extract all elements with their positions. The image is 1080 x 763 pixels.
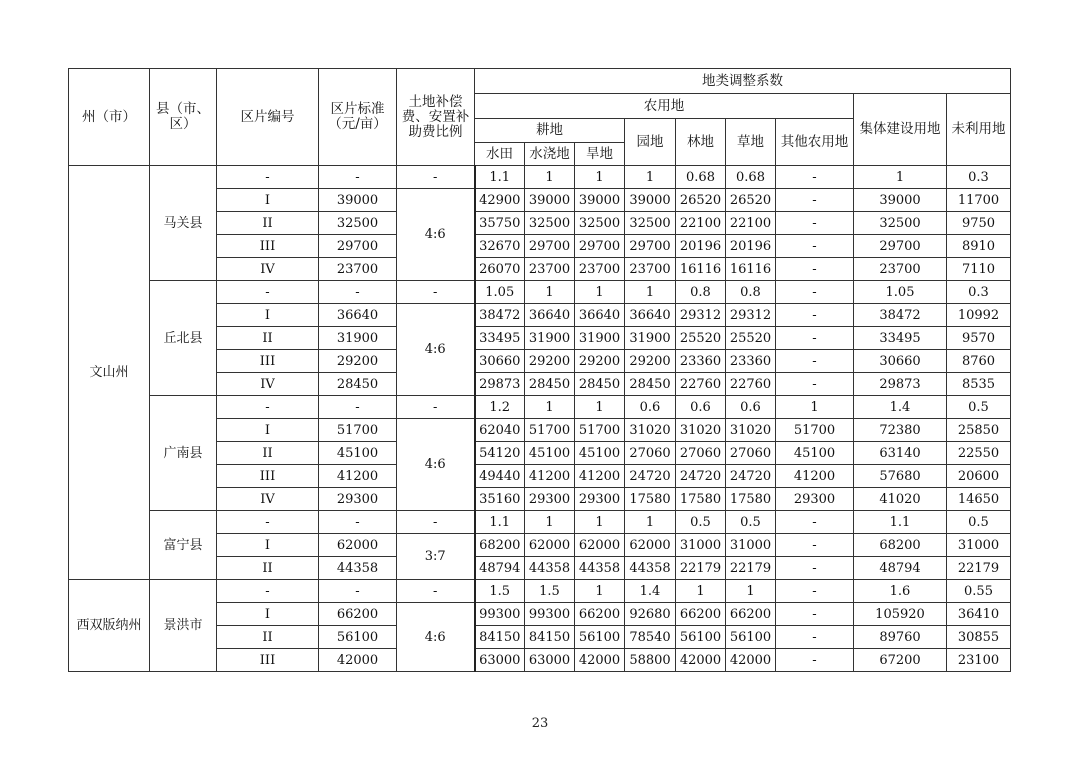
zone-number-cell: - (217, 396, 319, 419)
paddy-value-cell: 68200 (475, 534, 525, 557)
other-agri-value-cell: - (776, 258, 854, 281)
dry-value-cell: 23700 (575, 258, 625, 281)
compensation-ratio-cell: - (397, 281, 475, 304)
garden-value-cell: 1.4 (625, 580, 676, 603)
zone-standard-cell: - (319, 166, 397, 189)
zone-standard-cell: 29200 (319, 350, 397, 373)
zone-number-cell: - (217, 166, 319, 189)
collective-value-cell: 63140 (854, 442, 947, 465)
forest-value-cell: 22100 (676, 212, 726, 235)
forest-value-cell: 0.5 (676, 511, 726, 534)
zone-standard-cell: 36640 (319, 304, 397, 327)
other-agri-value-cell: - (776, 350, 854, 373)
forest-value-cell: 42000 (676, 649, 726, 672)
irrigated-value-cell: 1.5 (525, 580, 575, 603)
paddy-value-cell: 49440 (475, 465, 525, 488)
irrigated-value-cell: 29200 (525, 350, 575, 373)
header-grass-land: 草地 (726, 119, 776, 166)
forest-value-cell: 31020 (676, 419, 726, 442)
grass-value-cell: 31020 (726, 419, 776, 442)
compensation-ratio-cell: - (397, 580, 475, 603)
dry-value-cell: 28450 (575, 373, 625, 396)
forest-value-cell: 24720 (676, 465, 726, 488)
paddy-value-cell: 84150 (475, 626, 525, 649)
table-row (69, 166, 1011, 189)
garden-value-cell: 62000 (625, 534, 676, 557)
forest-value-cell: 26520 (676, 189, 726, 212)
irrigated-value-cell: 51700 (525, 419, 575, 442)
collective-value-cell: 33495 (854, 327, 947, 350)
compensation-ratio-cell: - (397, 166, 475, 189)
state-name-cell: 西双版纳州 (69, 580, 150, 672)
collective-value-cell: 1 (854, 166, 947, 189)
zone-number-cell: II (217, 557, 319, 580)
grass-value-cell: 0.8 (726, 281, 776, 304)
other-agri-value-cell: - (776, 626, 854, 649)
forest-value-cell: 0.68 (676, 166, 726, 189)
table-row (69, 396, 1011, 419)
paddy-value-cell: 48794 (475, 557, 525, 580)
grass-value-cell: 22760 (726, 373, 776, 396)
county-name-cell: 马关县 (150, 166, 217, 281)
irrigated-value-cell: 1 (525, 166, 575, 189)
zone-standard-cell: 44358 (319, 557, 397, 580)
irrigated-value-cell: 29700 (525, 235, 575, 258)
header-county: 县（市、区） (150, 69, 217, 166)
unused-value-cell: 0.55 (947, 580, 1011, 603)
other-agri-value-cell: - (776, 212, 854, 235)
collective-value-cell: 38472 (854, 304, 947, 327)
irrigated-value-cell: 45100 (525, 442, 575, 465)
dry-value-cell: 62000 (575, 534, 625, 557)
header-state: 州（市） (69, 69, 150, 166)
forest-value-cell: 0.8 (676, 281, 726, 304)
dry-value-cell: 36640 (575, 304, 625, 327)
garden-value-cell: 36640 (625, 304, 676, 327)
paddy-value-cell: 62040 (475, 419, 525, 442)
unused-value-cell: 20600 (947, 465, 1011, 488)
collective-value-cell: 29873 (854, 373, 947, 396)
forest-value-cell: 20196 (676, 235, 726, 258)
unused-value-cell: 9570 (947, 327, 1011, 350)
collective-value-cell: 32500 (854, 212, 947, 235)
irrigated-value-cell: 28450 (525, 373, 575, 396)
other-agri-value-cell: - (776, 373, 854, 396)
collective-value-cell: 29700 (854, 235, 947, 258)
collective-value-cell: 41020 (854, 488, 947, 511)
zone-standard-cell: 29700 (319, 235, 397, 258)
paddy-value-cell: 33495 (475, 327, 525, 350)
other-agri-value-cell: - (776, 327, 854, 350)
collective-value-cell: 1.4 (854, 396, 947, 419)
other-agri-value-cell: - (776, 511, 854, 534)
compensation-ratio-cell: 4:6 (397, 304, 475, 396)
unused-value-cell: 25850 (947, 419, 1011, 442)
zone-standard-cell: 62000 (319, 534, 397, 557)
zone-number-cell: I (217, 603, 319, 626)
zone-standard-cell: 51700 (319, 419, 397, 442)
unused-value-cell: 8535 (947, 373, 1011, 396)
header-paddy-field: 水田 (475, 143, 525, 166)
forest-value-cell: 1 (676, 580, 726, 603)
grass-value-cell: 23360 (726, 350, 776, 373)
zone-number-cell: IV (217, 258, 319, 281)
header-irrigated-land: 水浇地 (525, 143, 575, 166)
zone-number-cell: - (217, 511, 319, 534)
header-unused-land: 未利用地 (947, 94, 1011, 166)
garden-value-cell: 1 (625, 511, 676, 534)
paddy-value-cell: 38472 (475, 304, 525, 327)
collective-value-cell: 1.6 (854, 580, 947, 603)
irrigated-value-cell: 29300 (525, 488, 575, 511)
zone-number-cell: II (217, 442, 319, 465)
grass-value-cell: 26520 (726, 189, 776, 212)
grass-value-cell: 22179 (726, 557, 776, 580)
forest-value-cell: 56100 (676, 626, 726, 649)
garden-value-cell: 1 (625, 281, 676, 304)
zone-number-cell: I (217, 304, 319, 327)
other-agri-value-cell: - (776, 580, 854, 603)
grass-value-cell: 24720 (726, 465, 776, 488)
collective-value-cell: 1.1 (854, 511, 947, 534)
unused-value-cell: 11700 (947, 189, 1011, 212)
garden-value-cell: 17580 (625, 488, 676, 511)
irrigated-value-cell: 44358 (525, 557, 575, 580)
dry-value-cell: 56100 (575, 626, 625, 649)
header-garden-land: 园地 (625, 119, 676, 166)
zone-number-cell: - (217, 281, 319, 304)
zone-number-cell: II (217, 626, 319, 649)
unused-value-cell: 0.3 (947, 281, 1011, 304)
collective-value-cell: 57680 (854, 465, 947, 488)
paddy-value-cell: 1.2 (475, 396, 525, 419)
zone-number-cell: - (217, 580, 319, 603)
land-compensation-table-container (68, 68, 1010, 672)
compensation-ratio-cell: 3:7 (397, 534, 475, 580)
irrigated-value-cell: 39000 (525, 189, 575, 212)
header-agricultural-land: 农用地 (475, 94, 854, 119)
dry-value-cell: 1 (575, 281, 625, 304)
table-row (69, 281, 1011, 304)
zone-standard-cell: 31900 (319, 327, 397, 350)
zone-standard-cell: 29300 (319, 488, 397, 511)
grass-value-cell: 0.6 (726, 396, 776, 419)
unused-value-cell: 8910 (947, 235, 1011, 258)
collective-value-cell: 23700 (854, 258, 947, 281)
garden-value-cell: 44358 (625, 557, 676, 580)
dry-value-cell: 42000 (575, 649, 625, 672)
grass-value-cell: 22100 (726, 212, 776, 235)
garden-value-cell: 39000 (625, 189, 676, 212)
paddy-value-cell: 1.5 (475, 580, 525, 603)
zone-number-cell: IV (217, 373, 319, 396)
paddy-value-cell: 32670 (475, 235, 525, 258)
paddy-value-cell: 1.05 (475, 281, 525, 304)
zone-number-cell: III (217, 350, 319, 373)
paddy-value-cell: 54120 (475, 442, 525, 465)
other-agri-value-cell: - (776, 649, 854, 672)
dry-value-cell: 31900 (575, 327, 625, 350)
compensation-ratio-cell: - (397, 396, 475, 419)
forest-value-cell: 22179 (676, 557, 726, 580)
page-number: 23 (531, 716, 549, 731)
unused-value-cell: 8760 (947, 350, 1011, 373)
header-collective-construction-land: 集体建设用地 (854, 94, 947, 166)
zone-standard-cell: 23700 (319, 258, 397, 281)
collective-value-cell: 105920 (854, 603, 947, 626)
table-header (69, 69, 1011, 166)
header-zone-standard: 区片标准（元/亩） (319, 69, 397, 166)
zone-number-cell: I (217, 189, 319, 212)
dry-value-cell: 39000 (575, 189, 625, 212)
collective-value-cell: 30660 (854, 350, 947, 373)
county-name-cell: 富宁县 (150, 511, 217, 580)
dry-value-cell: 44358 (575, 557, 625, 580)
dry-value-cell: 1 (575, 580, 625, 603)
zone-standard-cell: 39000 (319, 189, 397, 212)
irrigated-value-cell: 63000 (525, 649, 575, 672)
grass-value-cell: 1 (726, 580, 776, 603)
grass-value-cell: 25520 (726, 327, 776, 350)
grass-value-cell: 0.5 (726, 511, 776, 534)
other-agri-value-cell: - (776, 534, 854, 557)
irrigated-value-cell: 1 (525, 281, 575, 304)
other-agri-value-cell: - (776, 557, 854, 580)
zone-standard-cell: 45100 (319, 442, 397, 465)
dry-value-cell: 1 (575, 511, 625, 534)
zone-standard-cell: 28450 (319, 373, 397, 396)
zone-standard-cell: - (319, 511, 397, 534)
unused-value-cell: 36410 (947, 603, 1011, 626)
garden-value-cell: 29200 (625, 350, 676, 373)
header-forest-land: 林地 (676, 119, 726, 166)
unused-value-cell: 0.3 (947, 166, 1011, 189)
forest-value-cell: 27060 (676, 442, 726, 465)
dry-value-cell: 1 (575, 396, 625, 419)
zone-number-cell: IV (217, 488, 319, 511)
table-row (69, 511, 1011, 534)
county-name-cell: 广南县 (150, 396, 217, 511)
compensation-ratio-cell: 4:6 (397, 603, 475, 672)
dry-value-cell: 29700 (575, 235, 625, 258)
grass-value-cell: 66200 (726, 603, 776, 626)
unused-value-cell: 31000 (947, 534, 1011, 557)
dry-value-cell: 51700 (575, 419, 625, 442)
irrigated-value-cell: 1 (525, 511, 575, 534)
unused-value-cell: 22179 (947, 557, 1011, 580)
garden-value-cell: 24720 (625, 465, 676, 488)
other-agri-value-cell: 41200 (776, 465, 854, 488)
grass-value-cell: 16116 (726, 258, 776, 281)
collective-value-cell: 67200 (854, 649, 947, 672)
irrigated-value-cell: 84150 (525, 626, 575, 649)
unused-value-cell: 0.5 (947, 396, 1011, 419)
irrigated-value-cell: 41200 (525, 465, 575, 488)
forest-value-cell: 22760 (676, 373, 726, 396)
unused-value-cell: 30855 (947, 626, 1011, 649)
unused-value-cell: 7110 (947, 258, 1011, 281)
zone-standard-cell: 41200 (319, 465, 397, 488)
dry-value-cell: 45100 (575, 442, 625, 465)
zone-standard-cell: - (319, 396, 397, 419)
paddy-value-cell: 42900 (475, 189, 525, 212)
garden-value-cell: 28450 (625, 373, 676, 396)
header-other-agricultural-land: 其他农用地 (776, 119, 854, 166)
compensation-ratio-cell: - (397, 511, 475, 534)
other-agri-value-cell: - (776, 603, 854, 626)
irrigated-value-cell: 32500 (525, 212, 575, 235)
forest-value-cell: 25520 (676, 327, 726, 350)
other-agri-value-cell: 51700 (776, 419, 854, 442)
other-agri-value-cell: 1 (776, 396, 854, 419)
unused-value-cell: 10992 (947, 304, 1011, 327)
paddy-value-cell: 99300 (475, 603, 525, 626)
irrigated-value-cell: 1 (525, 396, 575, 419)
unused-value-cell: 9750 (947, 212, 1011, 235)
header-zone-no: 区片编号 (217, 69, 319, 166)
garden-value-cell: 58800 (625, 649, 676, 672)
land-compensation-table (68, 68, 1011, 672)
garden-value-cell: 32500 (625, 212, 676, 235)
unused-value-cell: 23100 (947, 649, 1011, 672)
grass-value-cell: 29312 (726, 304, 776, 327)
paddy-value-cell: 1.1 (475, 166, 525, 189)
other-agri-value-cell: - (776, 281, 854, 304)
collective-value-cell: 68200 (854, 534, 947, 557)
dry-value-cell: 1 (575, 166, 625, 189)
dry-value-cell: 29300 (575, 488, 625, 511)
other-agri-value-cell: - (776, 304, 854, 327)
garden-value-cell: 92680 (625, 603, 676, 626)
garden-value-cell: 27060 (625, 442, 676, 465)
dry-value-cell: 32500 (575, 212, 625, 235)
header-cultivated-land: 耕地 (475, 119, 625, 143)
garden-value-cell: 0.6 (625, 396, 676, 419)
unused-value-cell: 22550 (947, 442, 1011, 465)
collective-value-cell: 48794 (854, 557, 947, 580)
paddy-value-cell: 26070 (475, 258, 525, 281)
state-name-cell: 文山州 (69, 166, 150, 580)
paddy-value-cell: 29873 (475, 373, 525, 396)
zone-standard-cell: - (319, 580, 397, 603)
header-adjustment-coefficient: 地类调整系数 (475, 69, 1011, 94)
dry-value-cell: 41200 (575, 465, 625, 488)
other-agri-value-cell: - (776, 166, 854, 189)
irrigated-value-cell: 62000 (525, 534, 575, 557)
unused-value-cell: 0.5 (947, 511, 1011, 534)
zone-number-cell: III (217, 465, 319, 488)
compensation-ratio-cell: 4:6 (397, 189, 475, 281)
paddy-value-cell: 35750 (475, 212, 525, 235)
other-agri-value-cell: 45100 (776, 442, 854, 465)
garden-value-cell: 31900 (625, 327, 676, 350)
county-name-cell: 丘北县 (150, 281, 217, 396)
zone-standard-cell: 66200 (319, 603, 397, 626)
table-row (69, 580, 1011, 603)
collective-value-cell: 39000 (854, 189, 947, 212)
zone-standard-cell: 56100 (319, 626, 397, 649)
grass-value-cell: 42000 (726, 649, 776, 672)
paddy-value-cell: 35160 (475, 488, 525, 511)
other-agri-value-cell: 29300 (776, 488, 854, 511)
paddy-value-cell: 63000 (475, 649, 525, 672)
irrigated-value-cell: 23700 (525, 258, 575, 281)
forest-value-cell: 23360 (676, 350, 726, 373)
grass-value-cell: 56100 (726, 626, 776, 649)
garden-value-cell: 29700 (625, 235, 676, 258)
forest-value-cell: 66200 (676, 603, 726, 626)
forest-value-cell: 17580 (676, 488, 726, 511)
zone-number-cell: III (217, 235, 319, 258)
irrigated-value-cell: 99300 (525, 603, 575, 626)
forest-value-cell: 0.6 (676, 396, 726, 419)
forest-value-cell: 31000 (676, 534, 726, 557)
zone-number-cell: II (217, 327, 319, 350)
grass-value-cell: 17580 (726, 488, 776, 511)
zone-number-cell: II (217, 212, 319, 235)
collective-value-cell: 1.05 (854, 281, 947, 304)
forest-value-cell: 29312 (676, 304, 726, 327)
zone-standard-cell: 42000 (319, 649, 397, 672)
zone-number-cell: I (217, 534, 319, 557)
dry-value-cell: 66200 (575, 603, 625, 626)
garden-value-cell: 31020 (625, 419, 676, 442)
garden-value-cell: 23700 (625, 258, 676, 281)
forest-value-cell: 16116 (676, 258, 726, 281)
zone-standard-cell: 32500 (319, 212, 397, 235)
grass-value-cell: 20196 (726, 235, 776, 258)
grass-value-cell: 0.68 (726, 166, 776, 189)
paddy-value-cell: 30660 (475, 350, 525, 373)
table-body (69, 166, 1011, 672)
dry-value-cell: 29200 (575, 350, 625, 373)
grass-value-cell: 31000 (726, 534, 776, 557)
other-agri-value-cell: - (776, 189, 854, 212)
other-agri-value-cell: - (776, 235, 854, 258)
garden-value-cell: 78540 (625, 626, 676, 649)
paddy-value-cell: 1.1 (475, 511, 525, 534)
compensation-ratio-cell: 4:6 (397, 419, 475, 511)
collective-value-cell: 72380 (854, 419, 947, 442)
collective-value-cell: 89760 (854, 626, 947, 649)
zone-standard-cell: - (319, 281, 397, 304)
zone-number-cell: I (217, 419, 319, 442)
garden-value-cell: 1 (625, 166, 676, 189)
irrigated-value-cell: 36640 (525, 304, 575, 327)
county-name-cell: 景洪市 (150, 580, 217, 672)
header-compensation-ratio: 土地补偿费、安置补助费比例 (397, 69, 475, 166)
unused-value-cell: 14650 (947, 488, 1011, 511)
zone-number-cell: III (217, 649, 319, 672)
grass-value-cell: 27060 (726, 442, 776, 465)
irrigated-value-cell: 31900 (525, 327, 575, 350)
header-dry-land: 旱地 (575, 143, 625, 166)
